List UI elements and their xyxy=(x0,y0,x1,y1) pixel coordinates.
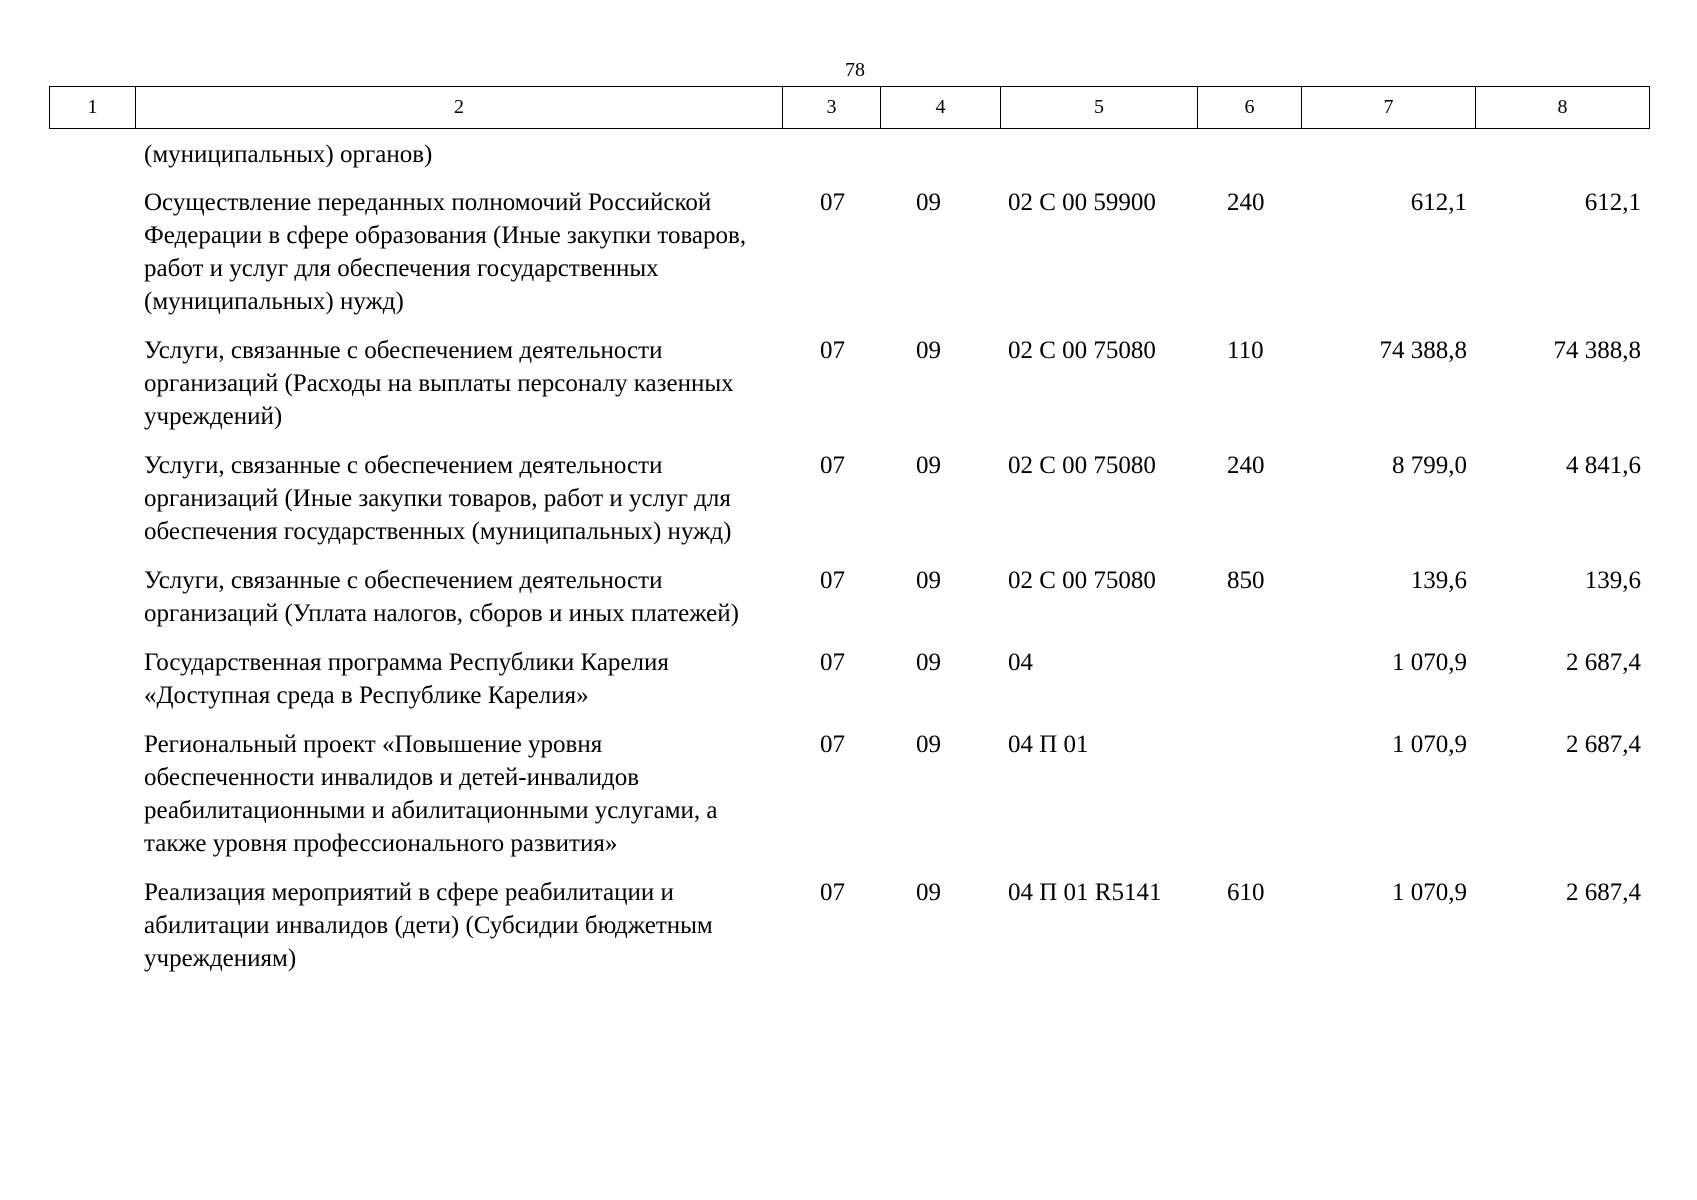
row-subsection: 09 xyxy=(916,649,941,676)
row-description: Услуги, связанные с обеспечением деятельности организаций (Иные закупки товаров, работ и услуг для обеспечения государственных (муниципальных) нужд) xyxy=(144,452,732,545)
row-subsection: 09 xyxy=(916,879,941,906)
header-col-3: 3 xyxy=(783,87,881,129)
table-row xyxy=(49,186,1649,334)
row-amount-8: 2 687,4 xyxy=(1566,649,1641,676)
row-description: Государственная программа Республики Карелия «Доступная среда в Республике Карелия» xyxy=(144,649,669,709)
row-section xyxy=(782,138,880,186)
page-number: 78 xyxy=(845,59,865,81)
row-amount-8: 2 687,4 xyxy=(1566,879,1641,906)
table-row xyxy=(49,334,1649,449)
header-col-8: 8 xyxy=(1476,87,1650,129)
column-number-header xyxy=(49,86,1650,129)
row-section: 07 xyxy=(820,189,845,216)
table-row xyxy=(49,564,1649,646)
row-amount-7: 1 070,9 xyxy=(1392,649,1467,676)
row-target-article: 02 С 00 59900 xyxy=(1008,189,1156,216)
row-target-article: 04 xyxy=(1008,649,1033,676)
row-expense-type: 610 xyxy=(1227,879,1265,906)
row-section: 07 xyxy=(820,731,845,758)
row-target-article: 04 П 01 R5141 xyxy=(1008,879,1162,906)
header-col-5: 5 xyxy=(1001,87,1198,129)
row-amount-7: 1 070,9 xyxy=(1392,731,1467,758)
header-col-2: 2 xyxy=(136,87,783,129)
table-row xyxy=(49,646,1649,728)
budget-table xyxy=(49,138,1649,991)
row-expense-type: 240 xyxy=(1227,189,1265,216)
row-section: 07 xyxy=(820,649,845,676)
table-row xyxy=(49,449,1649,564)
row-amount-7: 74 388,8 xyxy=(1379,337,1467,364)
row-target-article xyxy=(1000,138,1197,186)
row-section: 07 xyxy=(820,567,845,594)
row-description: Услуги, связанные с обеспечением деятельности организаций (Расходы на выплаты персоналу казенных учреждений) xyxy=(144,337,734,430)
table-row xyxy=(49,728,1649,876)
row-amount-7: 8 799,0 xyxy=(1392,452,1467,479)
row-amount-8: 2 687,4 xyxy=(1566,731,1641,758)
row-section: 07 xyxy=(820,452,845,479)
row-amount-8: 4 841,6 xyxy=(1566,452,1641,479)
row-expense-type xyxy=(1197,646,1301,728)
row-amount-7: 139,6 xyxy=(1410,567,1467,594)
row-target-article: 02 С 00 75080 xyxy=(1008,337,1156,364)
row-target-article: 04 П 01 xyxy=(1008,731,1089,758)
row-target-article: 02 С 00 75080 xyxy=(1008,567,1156,594)
table-row xyxy=(49,876,1649,991)
row-subsection xyxy=(880,138,1000,186)
header-col-4: 4 xyxy=(881,87,1001,129)
row-description: Осуществление переданных полномочий Российской Федерации в сфере образования (Иные закупки товаров, работ и услуг для обеспечения государственных (муниципальных) нужд) xyxy=(144,189,747,315)
row-description: Региональный проект «Повышение уровня обеспеченности инвалидов и детей-инвалидов реабилитационными и абилитационными услугами, а также уровня профессионального развития» xyxy=(144,731,718,857)
row-amount-8 xyxy=(1475,138,1649,186)
header-col-7: 7 xyxy=(1302,87,1476,129)
row-amount-8: 139,6 xyxy=(1584,567,1641,594)
row-subsection: 09 xyxy=(916,337,941,364)
row-section: 07 xyxy=(820,337,845,364)
row-description: Услуги, связанные с обеспечением деятельности организаций (Уплата налогов, сборов и иных платежей) xyxy=(144,567,739,627)
row-amount-8: 612,1 xyxy=(1584,189,1641,216)
row-subsection: 09 xyxy=(916,189,941,216)
row-subsection: 09 xyxy=(916,567,941,594)
row-amount-7 xyxy=(1301,138,1475,186)
row-expense-type xyxy=(1197,728,1301,876)
row-description: (муниципальных) органов) xyxy=(144,141,433,168)
row-section: 07 xyxy=(820,879,845,906)
row-amount-7: 1 070,9 xyxy=(1392,879,1467,906)
header-col-1: 1 xyxy=(50,87,136,129)
row-expense-type: 110 xyxy=(1227,337,1264,364)
row-expense-type: 850 xyxy=(1227,567,1265,594)
row-description: Реализация мероприятий в сфере реабилитации и абилитации инвалидов (дети) (Субсидии бюджетным учреждениям) xyxy=(144,879,713,972)
row-expense-type: 240 xyxy=(1227,452,1265,479)
table-row xyxy=(49,138,1649,186)
row-amount-7: 612,1 xyxy=(1410,189,1467,216)
row-subsection: 09 xyxy=(916,731,941,758)
row-amount-8: 74 388,8 xyxy=(1553,337,1641,364)
row-expense-type xyxy=(1197,138,1301,186)
row-target-article: 02 С 00 75080 xyxy=(1008,452,1156,479)
row-subsection: 09 xyxy=(916,452,941,479)
header-col-6: 6 xyxy=(1198,87,1302,129)
